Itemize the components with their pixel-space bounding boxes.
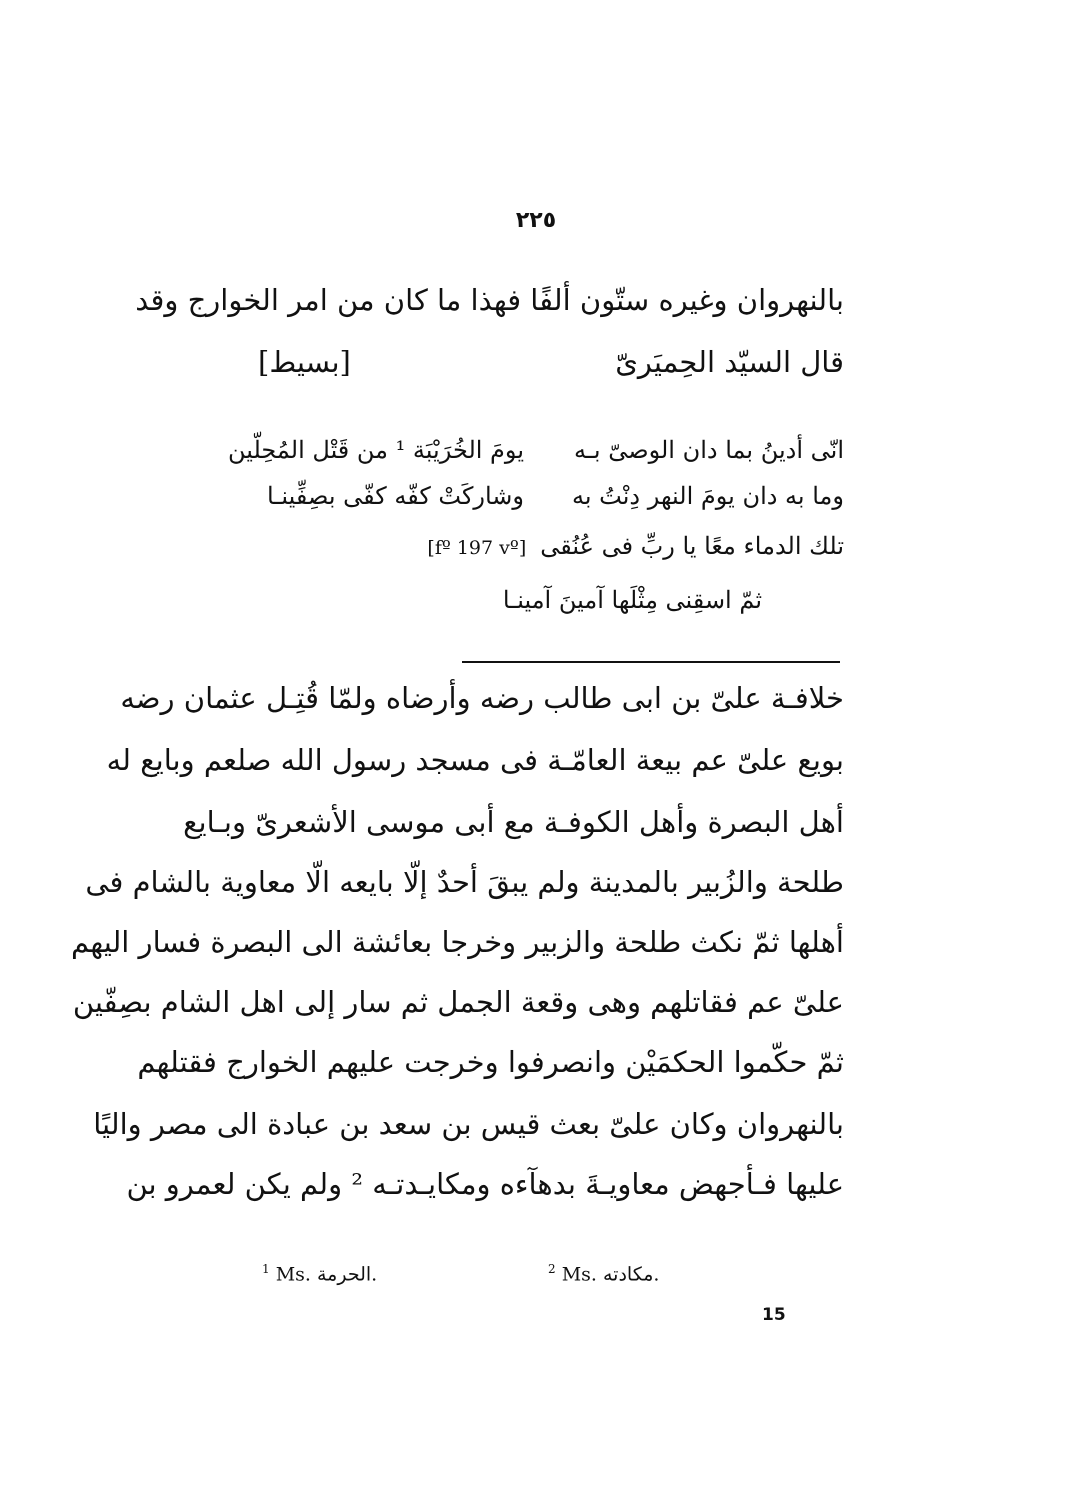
section-divider	[462, 661, 840, 663]
footnote-1	[262, 1262, 377, 1285]
footnote-1-mark: 1	[262, 1262, 270, 1276]
page-number: ٢٢٥	[515, 208, 557, 233]
verse-2-hemistich-a: وما به دان يومَ النهر دِنْتُ به	[571, 482, 844, 510]
intro-line-2: قال السيّد الحِميَرىّ	[615, 345, 844, 379]
meter-label: [بسيط]	[258, 345, 351, 379]
verse-3-hemistich-a: تلك الدماء معًا يا ربِّ فى عُنُقى	[540, 532, 844, 560]
verse-1-hemistich-a: انّى أدينُ بما دان الوصىّ بـه	[574, 436, 844, 464]
footnote-1-text: Ms. الحرمة.	[275, 1263, 378, 1286]
folio-marker: [fº 197 vº]	[427, 537, 527, 559]
poem-verse-3a	[244, 528, 844, 566]
verse-3-hemistich-b: ثمّ اسقِنى مِثْلَها آمينَ آمينـا	[502, 586, 762, 614]
signature-mark: 15	[762, 1305, 786, 1325]
section-line-2: بويع علىّ عم بيعة العامّـة فى مسجد رسول الله صلعم وبايع له	[106, 743, 844, 777]
footnote-2	[548, 1262, 659, 1285]
verse-1-hemistich-b: يومَ الخُرَيْبَة ¹ من قَتْل المُحِلّين	[227, 436, 524, 464]
footnote-2-text: Ms. مكادته.	[561, 1263, 660, 1286]
section-line-6: علىّ عم فقاتلهم وهى وقعة الجمل ثم سار إلى اهل الشام بصِفّين	[72, 985, 844, 1019]
section-line-1: خلافـة علىّ بن ابى طالب رضه وأرضاه ولمّا قُتِـل عثمان رضه	[120, 681, 844, 715]
section-line-9: عليها فـأجهض معاويـةَ بدهآءه ومكايـدتـه ² ولم يكن لعمرو بن	[126, 1167, 844, 1201]
section-line-7: ثمّ حكّموا الحكمَيْن وانصرفوا وخرجت عليهم الخوارج فقتلهم	[137, 1045, 844, 1079]
footnote-2-mark: 2	[548, 1262, 556, 1276]
poem-verse-3b	[162, 582, 762, 618]
section-line-8: بالنهروان وكان علىّ بعث قيس بن سعد بن عبادة الى مصر واليًا	[93, 1107, 844, 1141]
section-line-3: أهل البصرة وأهل الكوفـة مع أبى موسى الأشعرىّ وبـايع	[183, 805, 844, 839]
verse-2-hemistich-b: وشاركَتْ كفّه كفّى بصِفِّينـا	[267, 482, 524, 510]
intro-line-1: بالنهروان وغيره ستّون ألفًا فهذا ما كان من امر الخوارج وقد	[135, 283, 844, 317]
section-line-4: طلحة والزُبير بالمدينة ولم يبقَ أحدٌ إلّا بايعه الّا معاوية بالشام فى	[85, 865, 844, 899]
section-line-5: أهلها ثمّ نكث طلحة والزبير وخرجا بعائشة الى البصرة فسار اليهم	[71, 925, 844, 959]
